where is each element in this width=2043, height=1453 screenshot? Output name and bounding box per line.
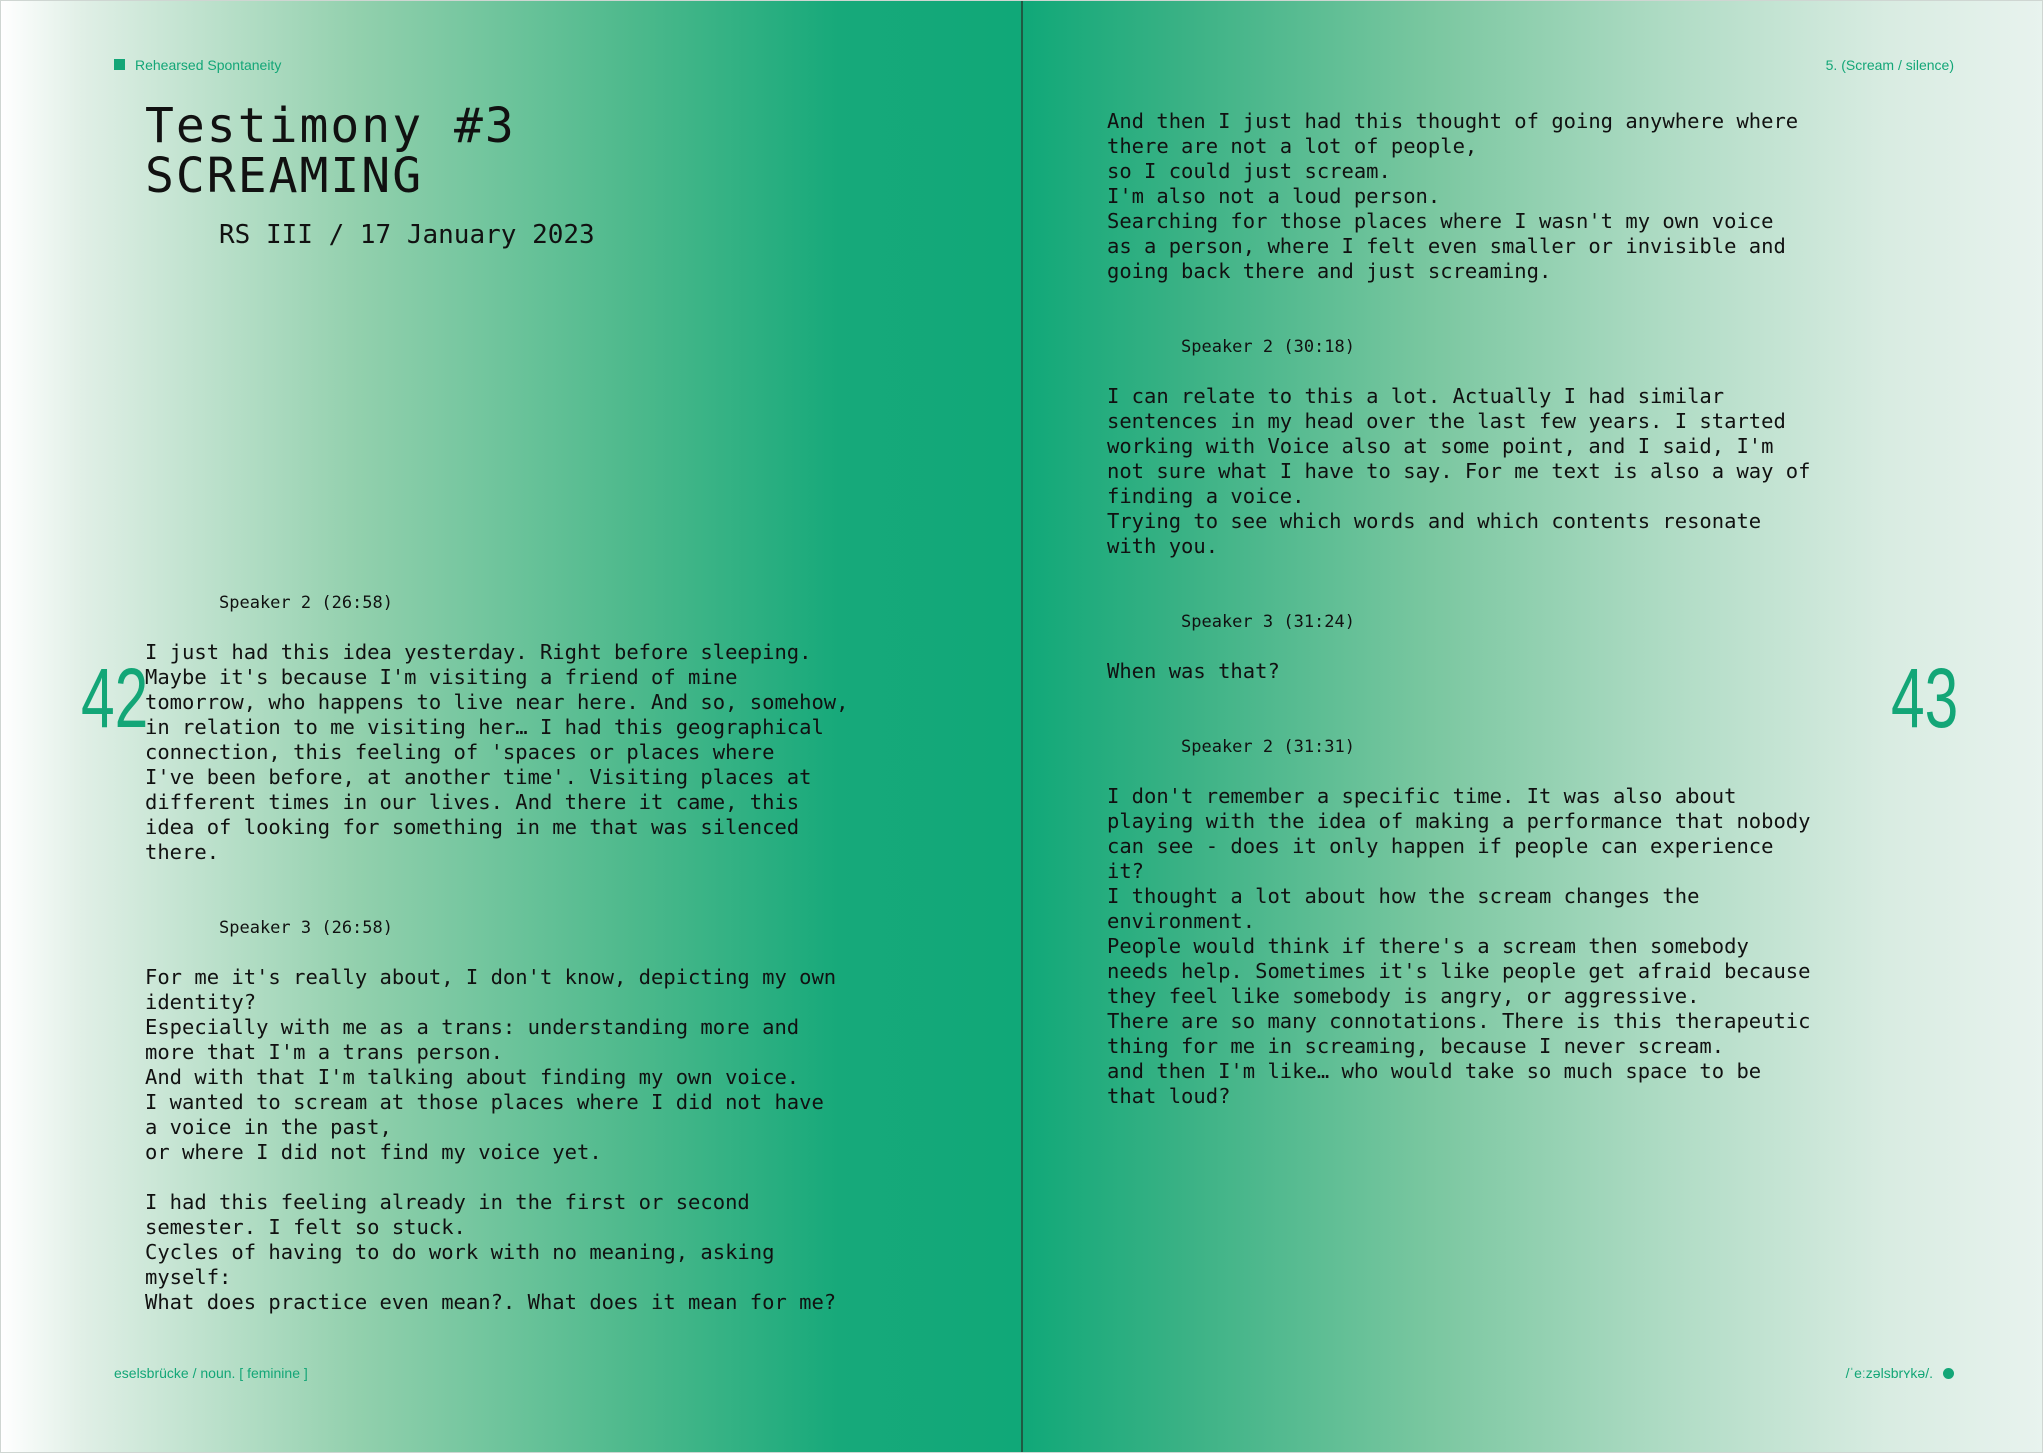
entry-text: For me it's really about, I don't know, depicting my own identity? Especially with me as a trans: understanding more and more that I'm a trans person. And with that I'm talking about finding my own voice. I wanted to scream at those places where I did not have a voice in the past, or where I did not find my voice yet. I had this feeling already in the first or second semester. I felt so stuck. Cycles of having to do work with no meaning, asking myself: What does practice even mean?. What does it mean for me? [145, 965, 837, 1314]
running-footer-right-text: /ˈeːzəlsbrʏkə/. [1845, 1365, 1933, 1381]
running-header-right: 5. (Scream / silence) [1825, 57, 1954, 73]
entry-text: I don't remember a specific time. It was also about playing with the idea of making a performance that nobody can see - does it only happen if people can experience it? I thought a lot about how the scream changes the environment. People would think if there's a scream then somebody needs help. Sometimes it's like people get afraid because they feel like somebody is angry, or aggressive. There are so many connotations. There is this therapeutic thing for me in screaming, because I never scream. and then I'm like… who would take so much space to be that loud? [1107, 784, 1811, 1108]
testimony-entry-4 [1107, 611, 1967, 684]
entry-text: I just had this idea yesterday. Right before sleeping. Maybe it's because I'm visiting a friend of mine tomorrow, who happens to live near here. And so, somehow, in relation to me visiting her… I had this geographical connection, this feeling of 'spaces or places where I've been before, at another time'. Visiting places at different times in our lives. And there it came, this idea of looking for something in me that was silenced there. [145, 640, 849, 864]
continuation-text: And then I just had this thought of going anywhere where there are not a lot of people, so I could just scream. I'm also not a loud person. Searching for those places where I wasn't my own voice as a person, where I felt even smaller or invisible and going back there and just screaming. [1107, 109, 1799, 283]
speaker-label: Speaker 3 (26:58) [219, 918, 393, 938]
running-footer-right [1846, 1365, 1954, 1381]
page-number-right: 43 [1891, 651, 1959, 745]
page-title [145, 98, 516, 204]
page-number-left: 42 [81, 651, 149, 745]
page-subtitle: RS III / 17 January 2023 [219, 220, 595, 250]
left-page [1, 1, 1022, 1453]
entry-text: When was that? [1107, 659, 1280, 683]
speaker-label: Speaker 2 (26:58) [219, 593, 393, 613]
speaker-label: Speaker 3 (31:24) [1181, 612, 1355, 632]
running-footer-left: eselsbrücke / noun. [ feminine ] [114, 1365, 308, 1381]
speaker-label: Speaker 2 (30:18) [1181, 337, 1355, 357]
dot-bullet-icon [1943, 1368, 1954, 1379]
testimony-entry-5 [1107, 736, 1967, 1109]
testimony-continuation [1107, 109, 1967, 284]
testimony-entry-1 [145, 592, 975, 865]
right-page [1023, 1, 2043, 1453]
testimony-entry-2 [145, 917, 975, 1315]
square-bullet-icon [114, 59, 125, 70]
running-header-left-text: Rehearsed Spontaneity [135, 57, 282, 73]
title-line-1: Testimony #3 [145, 98, 516, 154]
speaker-label: Speaker 2 (31:31) [1181, 737, 1355, 757]
entry-text: I can relate to this a lot. Actually I had similar sentences in my head over the last few years. I started working with Voice also at some point, and I said, I'm not sure what I have to say. For me text is also a way of finding a voice. Trying to see which words and which contents resonate with you. [1107, 384, 1811, 558]
title-line-2: SCREAMING [145, 148, 424, 204]
testimony-entry-3 [1107, 336, 1967, 559]
